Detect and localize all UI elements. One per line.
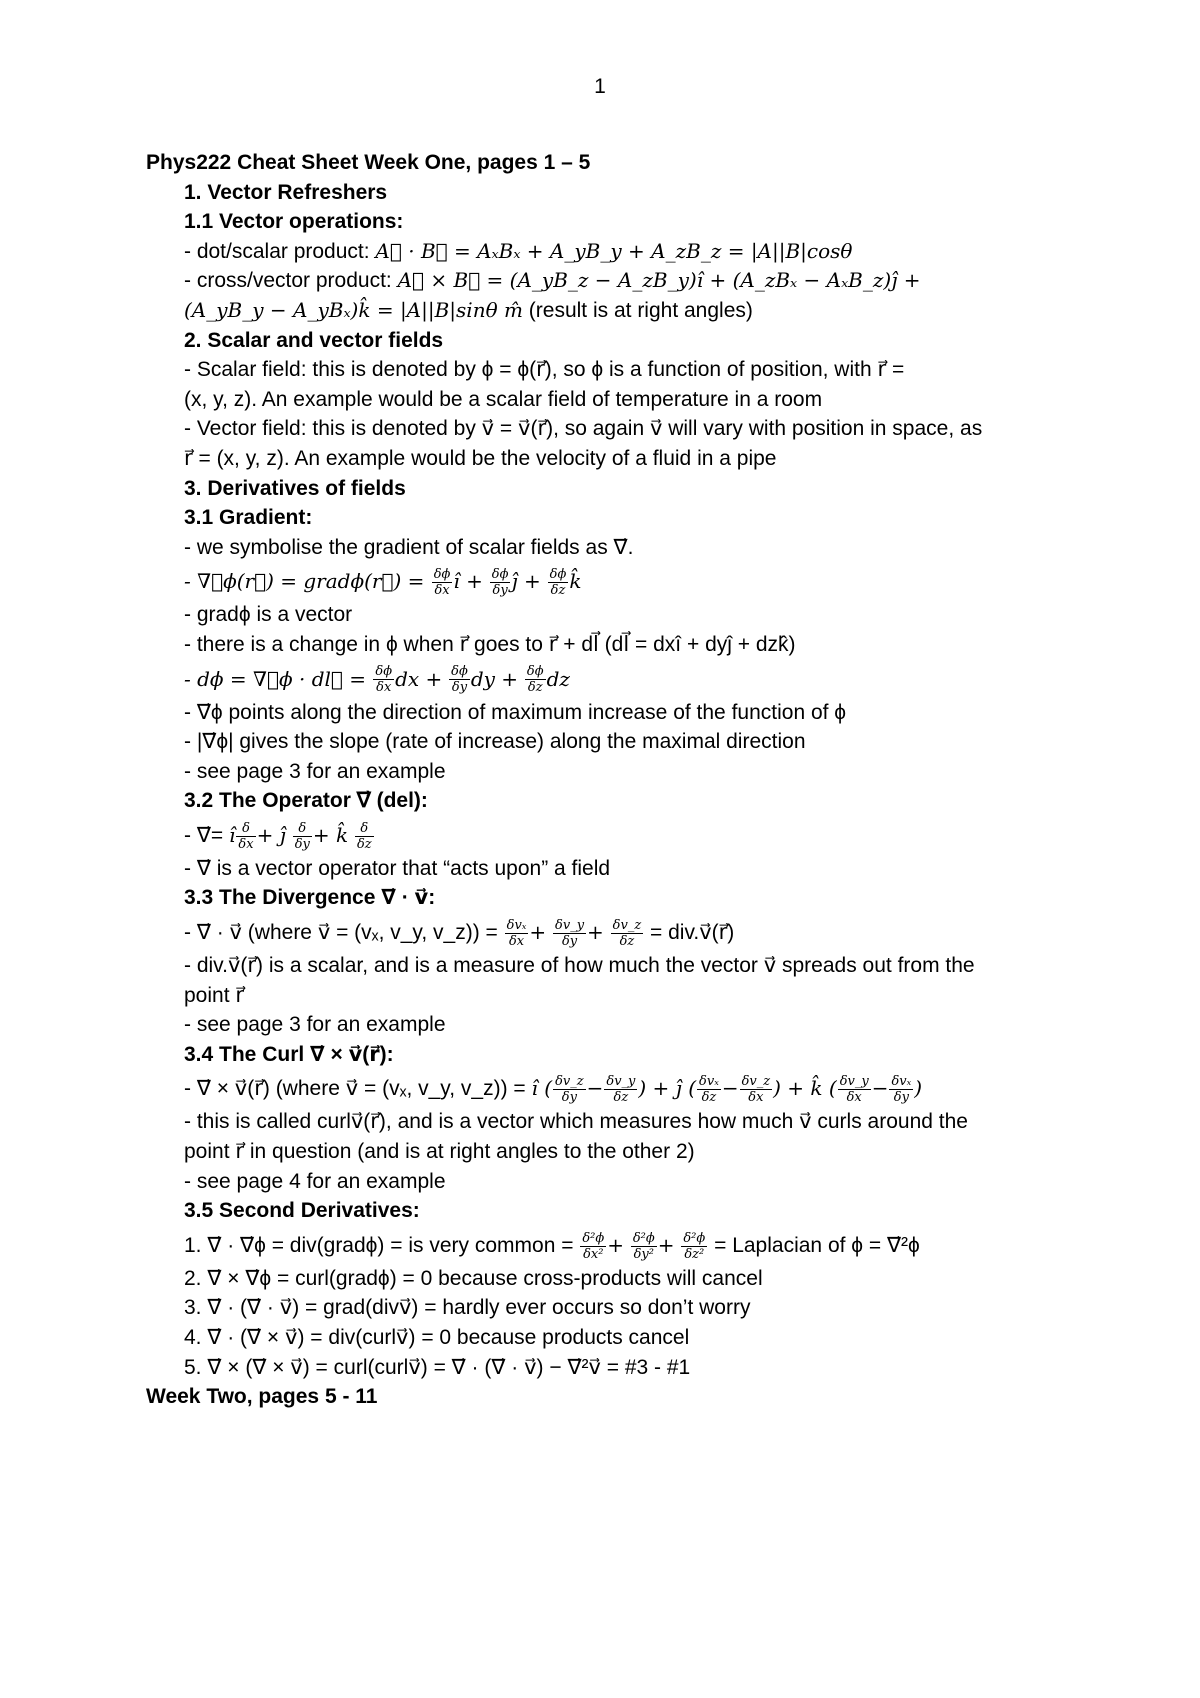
gradient-line-3: - gradϕ is a vector [184, 603, 353, 627]
cross-product-line-2 [184, 296, 1066, 326]
dot-product-label: - dot/scalar product: [184, 239, 376, 263]
heading-derivatives-of-fields: 3. Derivatives of fields [184, 476, 406, 500]
curl-formula-line: - ∇⃗ × v⃗(r⃗) (where v⃗ = (vₓ, v_y, v_z)) = î ( $\frac{\delta v\_z}{\delta y}$ − $\frac{\delta v\_y}{\delta z}$ ) + ĵ ( $\frac{\text{δvₓ}}{\delta z}$ − $\frac{\delta v\_z}{\delta x}$ ) + k̂ ( $\frac{\delta v\_y}{\delta x}$ − $\frac{\text{δvₓ}}{\delta y}$ ) [184, 1074, 923, 1106]
second-derivative-2: 2. ∇⃗ × ∇⃗ϕ = curl(gradϕ) = 0 because cross-products will cancel [184, 1266, 763, 1290]
cross-product-formula-part2: (A_yB_y − A_yBₓ)k̂ = |A||B|sinθ m̂ [184, 297, 523, 322]
curl-line-4: - see page 4 for an example [184, 1169, 446, 1193]
gradient-line-8: - see page 3 for an example [184, 759, 446, 783]
curl-formula-lhs: - ∇⃗ × v⃗(r⃗) (where v⃗ = (vₓ, v_y, v_z)) = [184, 1077, 532, 1101]
curl-line-2: - this is called curlv⃗(r⃗), and is a vector which measures how much v⃗ curls around the [184, 1110, 968, 1134]
fraction: $\frac{\delta v\_z}{\delta z}$ [612, 918, 642, 950]
cross-product-formula-part1: A⃗ × B⃗ = (A_yB_z − A_zB_y)î + (A_zBₓ − AₓB_z)ĵ + [397, 268, 921, 293]
second-derivative-3: 3. ∇⃗ · (∇⃗ · v⃗) = grad(divv⃗) = hardly ever occurs so don’t worry [184, 1296, 751, 1320]
gradient-differential-line: - dϕ = ∇⃗ϕ · dl⃗ = $\frac{\delta\phi}{\delta x}$ dx + $\frac{\delta\phi}{\delta y}$ dy + $\frac{\delta\phi}{\delta z}$ dz [184, 664, 570, 696]
del-formula-lhs: - ∇⃗= [184, 823, 229, 847]
second-derivative-1-lhs: 1. ∇⃗ · ∇⃗ϕ = div(gradϕ) = is very common = [184, 1233, 580, 1257]
curl-line-3: point r⃗ in question (and is at right angles to the other 2) [184, 1140, 695, 1164]
fraction: $\frac{\delta\phi}{\delta x}$ [375, 664, 393, 696]
scalar-field-line-1: - Scalar field: this is denoted by ϕ = ϕ(r⃗), so ϕ is a function of position, with r⃗ = [184, 358, 905, 382]
del-line-2: - ∇⃗ is a vector operator that “acts upon” a field [184, 856, 611, 880]
heading-vector-refreshers: 1. Vector Refreshers [184, 180, 388, 204]
second-derivative-4: 4. ∇⃗ · (∇⃗ × v⃗) = div(curlv⃗) = 0 because products cancel [184, 1326, 690, 1349]
gradient-line-1: - we symbolise the gradient of scalar fields as ∇⃗. [184, 535, 634, 559]
gradient-line-4: - there is a change in ϕ when r⃗ goes to r⃗ + dl⃗ (dl⃗ = dxî + dyĵ + dzk̂) [184, 632, 796, 656]
dot-product-formula: A⃗ · B⃗ = AₓBₓ + A_yB_y + A_zB_z = |A||B|cosθ [375, 238, 853, 263]
heading-gradient: 3.1 Gradient: [184, 506, 313, 530]
fraction: $\frac{\text{δvₓ}}{\delta y}$ [891, 1074, 912, 1106]
divergence-line-3: point r⃗ [184, 983, 245, 1007]
fraction: $\frac{\text{δ²ϕ}}{\text{δy²}}$ [632, 1230, 655, 1262]
fraction: $\frac{\delta\phi}{\delta x}$ [433, 567, 451, 599]
fraction: $\frac{\text{δvₓ}}{\delta x}$ [506, 918, 527, 950]
document-title: Phys222 Cheat Sheet Week One, pages 1 – 5 [146, 151, 591, 174]
document-body [146, 148, 1066, 1412]
divergence-line-4: - see page 3 for an example [184, 1013, 446, 1037]
cross-product-note: (result is at right angles) [522, 298, 753, 322]
divergence-formula-lhs: - ∇⃗ · v⃗ (where v⃗ = (vₓ, v_y, v_z)) = [184, 921, 504, 945]
second-derivative-1: 1. ∇⃗ · ∇⃗ϕ = div(gradϕ) = is very common = $\frac{\text{δ²ϕ}}{\text{δx²}}$ + $\frac{\text{δ²ϕ}}{\text{δy²}}$ + $\frac{\text{δ²ϕ}}{\text{δz²}}$ = Laplacian of ϕ = ∇⃗²ϕ [184, 1230, 920, 1262]
gradient-differential-lhs: - dϕ = ∇⃗ϕ · dl⃗ = [184, 666, 373, 691]
cross-product-line [184, 266, 1066, 296]
second-derivative-5: 5. ∇⃗ × (∇⃗ × v⃗) = curl(curlv⃗) = ∇⃗ · (∇⃗ · v⃗) − ∇⃗²v⃗ = #3 - #1 [184, 1355, 691, 1379]
heading-scalar-vector-fields: 2. Scalar and vector fields [184, 328, 444, 352]
divergence-formula-rhs: = div.v⃗(r⃗) [644, 921, 735, 945]
fraction: $\frac{\delta}{\delta y}$ [294, 820, 310, 852]
gradient-formula-line: - ∇⃗ϕ(r⃗) = gradϕ(r⃗) = $\frac{\delta\phi}{\delta x}$ î + $\frac{\delta\phi}{\delta y}$ ĵ + $\frac{\delta\phi}{\delta z}$ k̂ [184, 567, 582, 599]
divergence-formula-line: - ∇⃗ · v⃗ (where v⃗ = (vₓ, v_y, v_z)) = $\frac{\text{δvₓ}}{\delta x}$ + $\frac{\delta v\_y}{\delta y}$ + $\frac{\delta v\_z}{\delta z}$ = div.v⃗(r⃗) [184, 918, 735, 950]
heading-second-derivatives: 3.5 Second Derivatives: [184, 1199, 420, 1223]
gradient-line-7: - |∇⃗ϕ| gives the slope (rate of increase) along the maximal direction [184, 730, 806, 754]
gradient-formula-lhs: - ∇⃗ϕ(r⃗) = gradϕ(r⃗) = [184, 569, 431, 594]
scalar-field-line-2: (x, y, z). An example would be a scalar field of temperature in a room [184, 387, 823, 411]
fraction: $\frac{\delta v\_y}{\delta y}$ [555, 918, 585, 950]
fraction: $\frac{\text{δvₓ}}{\delta z}$ [699, 1074, 719, 1106]
fraction: $\frac{\delta}{\delta x}$ [238, 820, 254, 852]
del-formula-line: - ∇⃗= î $\frac{\delta}{\delta x}$ + ĵ $\frac{\delta}{\delta y}$ + k̂ $\frac{\delta}{\delta z}$ [184, 820, 372, 852]
fraction: $\frac{\delta\phi}{\delta y}$ [491, 567, 509, 599]
heading-week-two: Week Two, pages 5 - 11 [146, 1385, 378, 1409]
gradient-line-6: - ∇⃗ϕ points along the direction of maximum increase of the function of ϕ [184, 700, 847, 724]
cross-product-label: - cross/vector product: [184, 269, 398, 293]
heading-curl: 3.4 The Curl ∇⃗ × v⃗(r⃗): [184, 1042, 394, 1066]
divergence-line-2: - div.v⃗(r⃗) is a scalar, and is a measure of how much the vector v⃗ spreads out from the [184, 954, 975, 978]
fraction: $\frac{\delta v\_z}{\delta y}$ [555, 1074, 584, 1106]
week-one-section [146, 178, 1066, 1383]
second-derivative-1-rhs: = Laplacian of ϕ = ∇⃗²ϕ [708, 1233, 920, 1257]
fraction: $\frac{\delta v\_y}{\delta x}$ [839, 1074, 869, 1106]
fraction: $\frac{\delta\phi}{\delta z}$ [526, 664, 544, 696]
vector-field-line-1: - Vector field: this is denoted by v⃗ = v⃗(r⃗), so again v⃗ will vary with position in space, as [184, 417, 983, 441]
vector-field-line-2: r⃗ = (x, y, z). An example would be the velocity of a fluid in a pipe [184, 446, 777, 470]
fraction: $\frac{\text{δ²ϕ}}{\text{δx²}}$ [582, 1230, 605, 1262]
heading-del-operator: 3.2 The Operator ∇⃗ (del): [184, 789, 428, 813]
fraction: $\frac{\delta\phi}{\delta z}$ [549, 567, 567, 599]
fraction: $\frac{\delta\phi}{\delta y}$ [451, 664, 468, 696]
fraction: $\frac{\delta}{\delta z}$ [356, 820, 372, 852]
fraction: $\frac{\delta v\_y}{\delta z}$ [606, 1074, 636, 1106]
page-number: 1 [594, 75, 606, 98]
fraction: $\frac{\text{δ²ϕ}}{\text{δz²}}$ [683, 1230, 706, 1262]
fraction: $\frac{\delta v\_z}{\delta x}$ [741, 1074, 771, 1106]
dot-product-line [184, 237, 1066, 267]
heading-divergence: 3.3 The Divergence ∇⃗ · v⃗: [184, 886, 436, 910]
heading-vector-operations: 1.1 Vector operations: [184, 210, 404, 234]
